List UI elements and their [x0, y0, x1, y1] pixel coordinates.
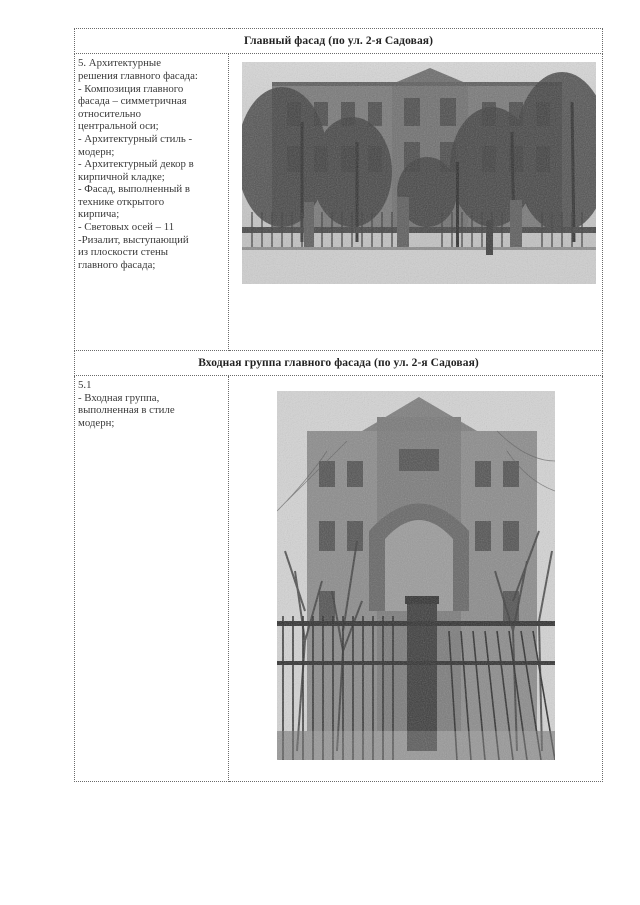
section-1-photo-cell [229, 54, 603, 350]
desc-line: решения главного фасада: [78, 69, 198, 82]
section-2-description [75, 376, 229, 782]
desc-line: выполненная в стиле [78, 404, 175, 417]
section-1-title: Главный фасад (по ул. 2-я Садовая) [75, 29, 603, 54]
desc-line: - Архитектурный стиль - [78, 132, 193, 145]
desc-line: - Фасад, выполненный в [78, 183, 190, 196]
desc-line: модерн; [78, 145, 115, 158]
desc-line: - Входная группа, [78, 391, 160, 404]
desc-line: - Композиция главного [78, 82, 184, 95]
desc-line: -Ризалит, выступающий [78, 233, 189, 246]
desc-line: относительно [78, 107, 141, 120]
desc-line: центральной оси; [78, 120, 159, 133]
entrance-group-photo [277, 391, 555, 760]
desc-line: 5. Архитектурные [78, 57, 161, 70]
facade-table [74, 28, 603, 782]
section-1-description [75, 54, 229, 350]
desc-line: модерн; [78, 416, 115, 429]
desc-line: из плоскости стены [78, 246, 169, 259]
section-2-photo-cell [229, 376, 603, 782]
desc-line: главного фасада; [78, 258, 156, 271]
desc-line: технике открытого [78, 195, 165, 208]
desc-line: - Архитектурный декор в [78, 158, 194, 171]
desc-line: 5.1 [78, 379, 92, 392]
desc-line: кирпича; [78, 208, 120, 221]
main-facade-photo [242, 62, 596, 284]
desc-line: кирпичной кладке; [78, 170, 165, 183]
desc-line: - Световых осей – 11 [78, 221, 175, 234]
desc-line: фасада – симметричная [78, 95, 187, 108]
section-2-title: Входная группа главного фасада (по ул. 2-я Садовая) [75, 350, 603, 375]
